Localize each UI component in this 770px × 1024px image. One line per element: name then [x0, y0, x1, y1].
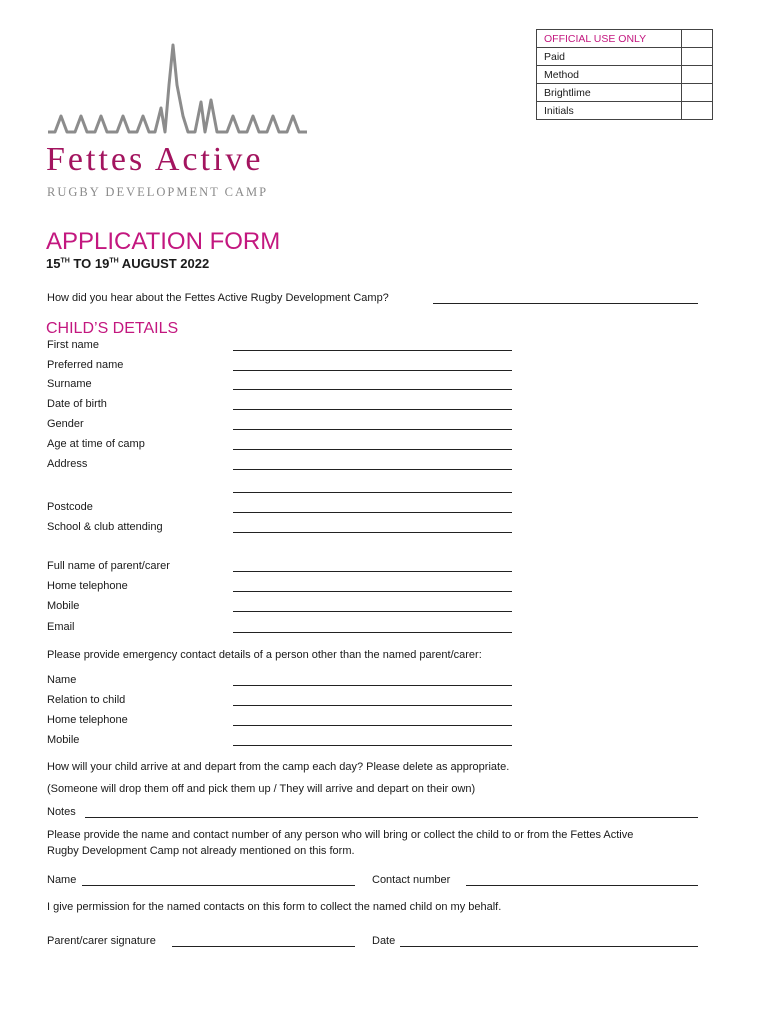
- logo-mountain-icon: [45, 40, 310, 140]
- age-label: Age at time of camp: [47, 438, 145, 450]
- relation-label: Relation to child: [47, 694, 126, 706]
- age-field[interactable]: [233, 449, 512, 450]
- emergency-mobile-label: Mobile: [47, 734, 80, 746]
- mobile-field[interactable]: [233, 611, 512, 612]
- signature-label: Parent/carer signature: [47, 935, 156, 947]
- official-use-initials: Initials: [537, 102, 682, 120]
- first-name-label: First name: [47, 339, 99, 351]
- notes-label: Notes: [47, 806, 76, 818]
- email-label: Email: [47, 621, 75, 633]
- surname-label: Surname: [47, 378, 92, 390]
- contact-number-field[interactable]: [466, 885, 698, 886]
- notes-field[interactable]: [85, 817, 698, 818]
- brand-subtitle: RUGBY DEVELOPMENT CAMP: [47, 185, 269, 199]
- official-use-paid: Paid: [537, 48, 682, 66]
- brightlime-box[interactable]: [682, 84, 713, 102]
- official-use-method: Method: [537, 66, 682, 84]
- postcode-label: Postcode: [47, 501, 93, 513]
- date-label: Date: [372, 935, 396, 947]
- address-field-2[interactable]: [233, 492, 512, 493]
- mobile-label: Mobile: [47, 600, 80, 612]
- hear-about-field[interactable]: [433, 303, 698, 304]
- address-label: Address: [47, 458, 88, 470]
- permission-text: I give permission for the named contacts on this form to collect the named child on my behalf.: [47, 901, 502, 913]
- official-use-table: [536, 29, 713, 120]
- emergency-home-telephone-label: Home telephone: [47, 714, 128, 726]
- gender-label: Gender: [47, 418, 84, 430]
- preferred-name-field[interactable]: [233, 370, 512, 371]
- travel-options[interactable]: (Someone will drop them off and pick them up / They will arrive and depart on their own): [47, 783, 476, 795]
- contact-name-field[interactable]: [82, 885, 355, 886]
- signature-field[interactable]: [172, 946, 355, 947]
- surname-field[interactable]: [233, 389, 512, 390]
- home-telephone-label: Home telephone: [47, 580, 128, 592]
- emergency-mobile-field[interactable]: [233, 745, 512, 746]
- contact-name-label: Name: [47, 874, 77, 886]
- official-use-box[interactable]: [682, 30, 713, 48]
- gender-field[interactable]: [233, 429, 512, 430]
- emergency-home-telephone-field[interactable]: [233, 725, 512, 726]
- travel-question: How will your child arrive at and depart from the camp each day? Please delete as appropriate.: [47, 761, 510, 773]
- contact-number-label: Contact number: [372, 874, 451, 886]
- preferred-name-label: Preferred name: [47, 359, 124, 371]
- official-use-header: OFFICIAL USE ONLY: [537, 30, 682, 48]
- home-telephone-field[interactable]: [233, 591, 512, 592]
- dob-field[interactable]: [233, 409, 512, 410]
- brand-name: Fettes Active: [46, 141, 264, 178]
- form-title: APPLICATION FORM: [46, 228, 281, 255]
- childs-details-heading: CHILD’S DETAILS: [46, 320, 179, 337]
- school-field[interactable]: [233, 532, 512, 533]
- postcode-field[interactable]: [233, 512, 512, 513]
- camp-dates: 15TH TO 19TH AUGUST 2022: [46, 256, 210, 271]
- emergency-name-label: Name: [47, 674, 77, 686]
- method-box[interactable]: [682, 66, 713, 84]
- parent-name-label: Full name of parent/carer: [47, 560, 170, 572]
- relation-field[interactable]: [233, 705, 512, 706]
- official-use-brightlime: Brightlime: [537, 84, 682, 102]
- paid-box[interactable]: [682, 48, 713, 66]
- first-name-field[interactable]: [233, 350, 512, 351]
- emergency-name-field[interactable]: [233, 685, 512, 686]
- dob-label: Date of birth: [47, 398, 107, 410]
- hear-about-label: How did you hear about the Fettes Active Rugby Development Camp?: [47, 292, 389, 304]
- emergency-intro: Please provide emergency contact details of a person other than the named parent/carer:: [47, 649, 482, 661]
- school-label: School & club attending: [47, 521, 163, 533]
- parent-name-field[interactable]: [233, 571, 512, 572]
- date-field[interactable]: [400, 946, 698, 947]
- email-field[interactable]: [233, 632, 512, 633]
- address-field-1[interactable]: [233, 469, 512, 470]
- initials-box[interactable]: [682, 102, 713, 120]
- contacts-intro: Please provide the name and contact number of any person who will bring or collect the child to or from the Fettes Active Rugby Development Camp not already mentioned on this form.: [47, 829, 634, 857]
